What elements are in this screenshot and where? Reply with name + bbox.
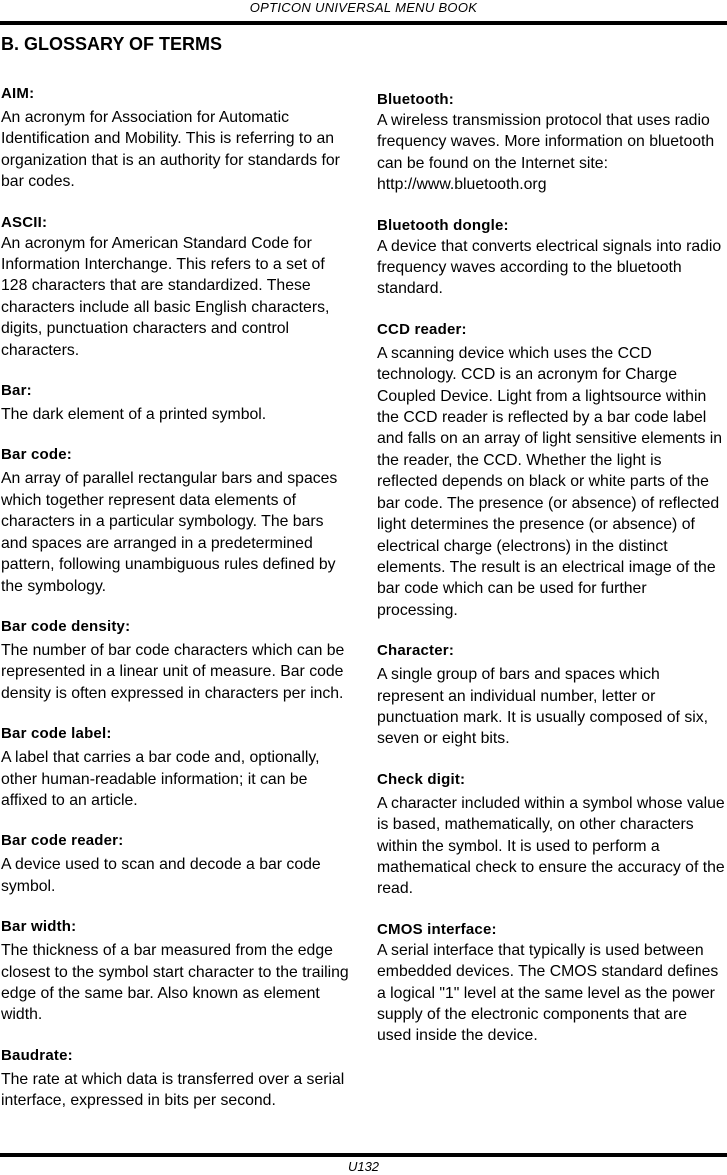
glossary-term: Bar code reader:: [1, 832, 124, 850]
glossary-definition: An acronym for American Standard Code for Information Interchange. This refers to a set of 128 characters that are standardized. These characters include all basic English characters, digits, punctuation characters and control characters.: [1, 234, 330, 359]
glossary-definition: A label that carries a bar code and, optionally, other human-readable information; it can be affixed to an article.: [1, 749, 320, 809]
glossary-term: Bluetooth dongle:: [377, 216, 509, 234]
glossary-term: CMOS interface:: [377, 920, 497, 938]
glossary-definition: The number of bar code characters which can be represented in a linear unit of measure. Bar code density is often expressed in characters per inch.: [1, 641, 345, 702]
glossary-term: ASCII:: [1, 213, 48, 231]
glossary-term: Bar:: [1, 382, 32, 400]
glossary-entry-character: [377, 641, 725, 750]
glossary-term: Bar width:: [1, 918, 77, 936]
glossary-definition: The thickness of a bar measured from the edge closest to the symbol start character to the trailing edge of the same bar. Also known as element width.: [1, 942, 349, 1024]
glossary-definition: A scanning device which uses the CCD technology. CCD is an acronym for Charge Coupled Device. Light from a lightsource within the CCD reader is reflected by a bar code label and falls on an array of light sensitive elements in the reader, the CCD. Whether the light is reflected depends on black or white parts of the bar code. The presence (or absence) of reflected light determines the presence (or absence) of electrical charge (electrons) in the distinct elements. The result is an electrical image of the bar code which can be used for further processing.: [377, 344, 723, 619]
running-header: OPTICON UNIVERSAL MENU BOOK: [249, 0, 478, 15]
glossary-entry-bluetooth-dongle: [377, 216, 725, 300]
glossary-entry-check-digit: [377, 770, 725, 900]
footer-rule: [0, 1153, 727, 1157]
glossary-term: Bar code label:: [1, 725, 112, 743]
glossary-term: AIM:: [1, 85, 35, 102]
glossary-term: Check digit:: [377, 770, 466, 788]
glossary-definition: A device that converts electrical signals into radio frequency waves according to the bluetooth standard.: [377, 237, 722, 298]
glossary-term: Character:: [377, 642, 455, 660]
page-number: U132: [347, 1159, 380, 1174]
glossary-term: CCD reader:: [377, 320, 467, 338]
glossary-entry-bar-width: [1, 917, 349, 1026]
glossary-term: Bar code:: [1, 446, 72, 464]
glossary-entry-bluetooth: [377, 90, 725, 196]
glossary-definition: The dark element of a printed symbol.: [1, 406, 267, 424]
glossary-definition: The rate at which data is transferred over a serial interface, expressed in bits per second.: [1, 1070, 345, 1110]
glossary-entry-cmos-interface: [377, 920, 725, 1047]
glossary-definition: A wireless transmission protocol that uses radio frequency waves. More information on bluetooth can be found on the Internet site: http://www.bluetooth.org: [377, 112, 715, 194]
glossary-definition: A device used to scan and decode a bar code symbol.: [1, 856, 321, 895]
glossary-entry-baudrate: [1, 1046, 349, 1112]
section-heading: B. GLOSSARY OF TERMS: [1, 34, 223, 54]
glossary-entry-ascii: [1, 213, 349, 361]
glossary-term: Bluetooth:: [377, 91, 454, 108]
glossary-entry-ccd-reader: [377, 320, 725, 621]
glossary-term: Baudrate:: [1, 1046, 73, 1064]
glossary-entry-aim: [1, 84, 349, 193]
glossary-definition: A single group of bars and spaces which represent an individual number, letter or punctuation mark. It is usually composed of six, seven or eight bits.: [377, 666, 709, 748]
glossary-term: Bar code density:: [1, 617, 131, 635]
glossary-left-column: [1, 84, 349, 1132]
glossary-entry-bar: [1, 381, 349, 425]
glossary-entry-bar-code-density: [1, 617, 349, 704]
glossary-entry-bar-code-reader: [1, 831, 349, 897]
glossary-definition: An array of parallel rectangular bars and spaces which together represent data elements of characters in a particular symbology. The bars and spaces are arranged in a predetermined pattern, following unambiguous rules defined by the symbology.: [1, 470, 338, 595]
glossary-entry-bar-code: [1, 445, 349, 596]
glossary-right-column: [377, 90, 725, 1067]
glossary-definition: An acronym for Association for Automatic Identification and Mobility. This is referring to an organization that is an authority for standards for bar codes.: [1, 109, 340, 191]
glossary-definition: A serial interface that typically is used between embedded devices. The CMOS standard defines a logical "1" level at the same level as the power supply of the electronic components that are used inside the device.: [377, 941, 719, 1045]
glossary-entry-bar-code-label: [1, 724, 349, 811]
header-rule: [0, 21, 727, 25]
glossary-definition: A character included within a symbol whose value is based, mathematically, on other characters within the symbol. It is used to perform a mathematical check to ensure the accuracy of the read.: [377, 794, 725, 898]
